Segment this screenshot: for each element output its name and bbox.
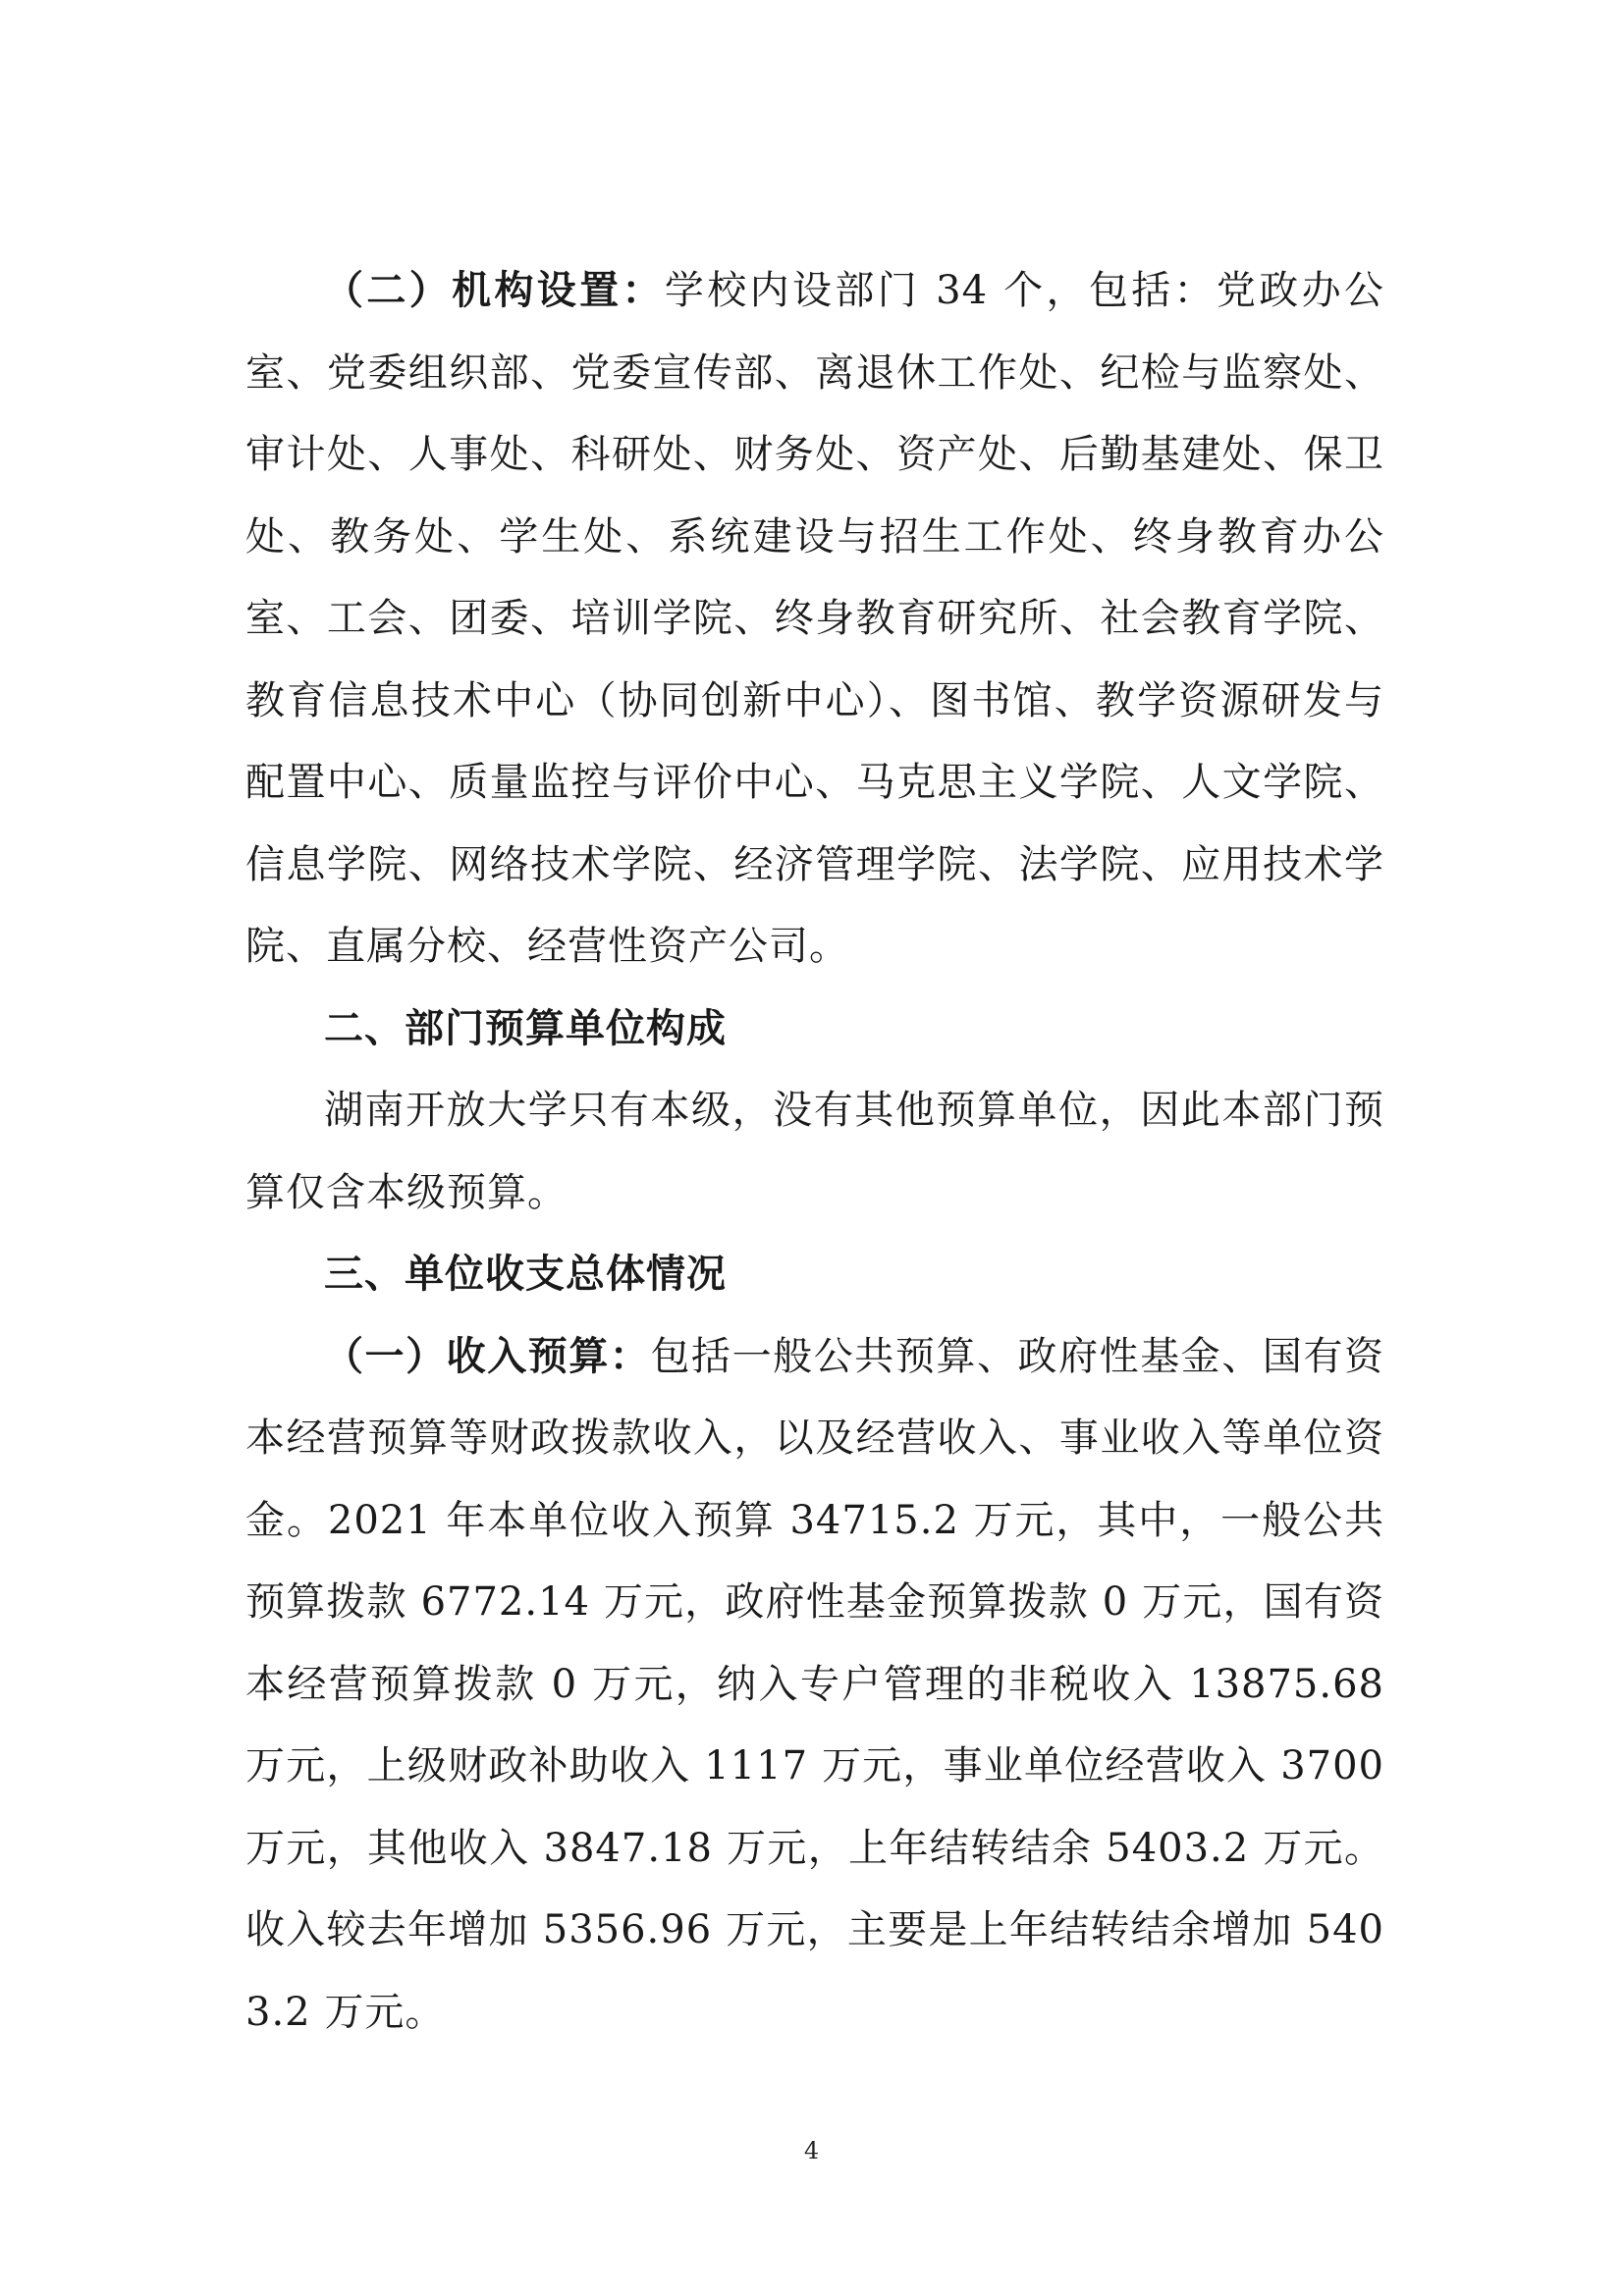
budget-units-paragraph: 湖南开放大学只有本级，没有其他预算单位，因此本部门预算仅含本级预算。 xyxy=(245,1088,1384,1215)
section-heading-budget-units: 二、部门预算单位构成 xyxy=(324,1005,727,1051)
org-structure-lead: （二）机构设置： xyxy=(324,268,665,313)
section-heading-overall: 三、单位收支总体情况 xyxy=(324,1252,727,1297)
income-budget-paragraph xyxy=(245,1316,1384,2055)
org-structure-text: 学校内设部门 34 个，包括：党政办公室、党委组织部、党委宣传部、离退休工作处、纪检与监察处、审计处、人事处、科研处、财务处、资产处、后勤基建处、保卫处、教务处、学生处、系统建设与招生工作处、终身教育办公室、工会、团委、培训学院、终身教育研究所、社会教育学院、教育信息技术中心（协同创新中心）、图书馆、教学资源研发与配置中心、质量监控与评价中心、马克思主义学院、人文学院、信息学院、网络技术学院、经济管理学院、法学院、应用技术学院、直属分校、经营性资产公司。 xyxy=(245,268,1384,969)
income-budget-lead: （一）收入预算： xyxy=(324,1333,651,1379)
org-structure-paragraph xyxy=(245,250,1384,988)
document-body xyxy=(245,250,1384,2054)
income-budget-text: 包括一般公共预算、政府性基金、国有资本经营预算等财政拨款收入，以及经营收入、事业收入等单位资金。2021 年本单位收入预算 34715.2 万元，其中，一般公共预算拨款 6772.14 万元，政府性基金预算拨款 0 万元，国有资本经营预算拨款 0 万元，纳入专户管理的非税收入 13875.68 万元，上级财政补助收入 1117 万元，事业单位经营收入 3700 万元，其他收入 3847.18 万元，上年结转结余 5403.2 万元。收入较去年增加 5356.96 万元，主要是上年结转结余增加 5403.2 万元。 xyxy=(245,1333,1385,2035)
page-number: 4 xyxy=(803,2137,820,2164)
